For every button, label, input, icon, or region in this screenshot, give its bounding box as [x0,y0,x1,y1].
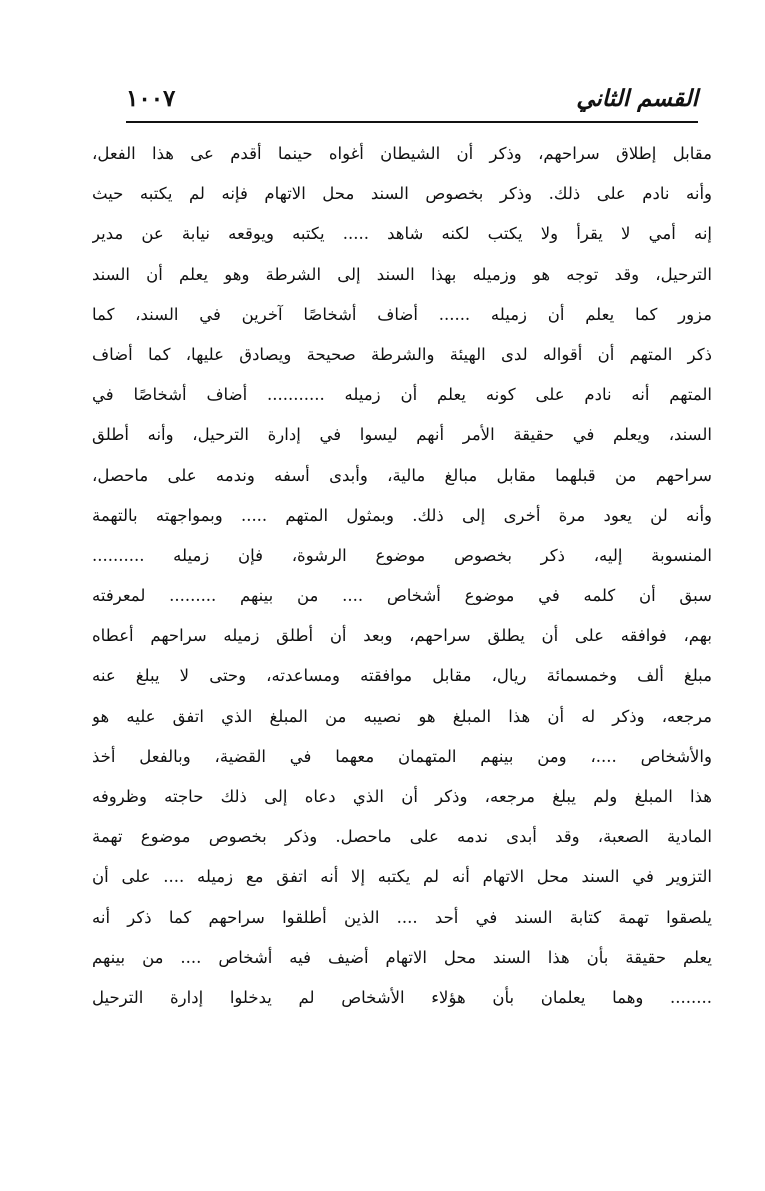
text-line: التزوير في السند محل الاتهام أنه لم يكتبه إلا أنه اتفق مع زميله .... على أن [92,867,712,887]
text-line: بهم، فوافقه على أن يطلق سراحهم، وبعد أن أطلق زميله سراحهم أعطاه [92,626,712,646]
text-line: يلصقوا تهمة كتابة السند في أحد .... الذين أطلقوا سراحهم كما ذكر أنه [92,907,712,927]
section-title: القسم الثاني [576,85,698,112]
text-line: المنسوبة إليه، ذكر بخصوص موضوع الرشوة، فإن زميله .......... [92,545,712,565]
text-line: مبلغ ألف وخمسمائة ريال، مقابل موافقته ومساعدته، وحتى لا يبلغ عنه [92,666,712,686]
text-line: ........ وهما يعلمان بأن هؤلاء الأشخاص لم يدخلوا إدارة الترحيل [92,987,712,1007]
text-line: وأنه نادم على ذلك. وذكر بخصوص السند محل الاتهام فإنه لم يكتبه حيث [92,184,712,204]
text-line: والأشخاص ....، ومن بينهم المتهمان معهما في القضية، وبالفعل أخذ [92,746,712,766]
text-line: المتهم أنه نادم على كونه يعلم أن زميله ........... أضاف أشخاصًا في [92,385,712,405]
text-line: مقابل إطلاق سراحهم، وذكر أن الشيطان أغواه حينما أقدم عى هذا الفعل، [92,144,712,163]
text-line: مزور كما يعلم أن زميله ...... أضاف أشخاصًا آخرين في السند، كما [92,304,712,324]
text-line: إنه أمي لا يقرأ ولا يكتب لكنه شاهد ..... يكتبه ويوقعه نيابة عن مدير [92,224,712,244]
text-line: سراحهم من قبلهما مقابل مبالغ مالية، وأبدى أسفه وندمه على ماحصل، [92,465,712,485]
header-divider [126,121,698,123]
text-line: يعلم حقيقة بأن هذا السند محل الاتهام أضيف فيه أشخاص .... من بينهم [92,947,712,967]
text-line: وأنه لن يعود مرة أخرى إلى ذلك. وبمثول المتهم ..... وبمواجهته بالتهمة [92,505,712,525]
text-line: ذكر المتهم أن أقواله لدى الهيئة والشرطة صحيحة ويصادق عليها، كما أضاف [92,344,712,364]
text-line: المادية الصعبة، وقد أبدى ندمه على ماحصل. وذكر بخصوص موضوع تهمة [92,827,712,847]
page-header [126,84,698,118]
text-line: هذا المبلغ ولم يبلغ مرجعه، وذكر أن الذي دعاه إلى ذلك حاجته وظروفه [92,787,712,806]
body-text [92,134,712,1054]
text-line: الترحيل، وقد توجه هو وزميله بهذا السند إلى الشرطة وهو يعلم أن السند [92,264,712,284]
text-line: سبق أن كلمه في موضوع أشخاص .... من بينهم ......... لمعرفته [92,586,712,606]
text-line: مرجعه، وذكر له أن هذا المبلغ هو نصيبه من المبلغ الذي اتفق عليه هو [92,706,712,726]
text-line: السند، ويعلم في حقيقة الأمر أنهم ليسوا في إدارة الترحيل، وأنه أطلق [92,425,712,445]
page-number: ١٠٠٧ [126,85,176,112]
